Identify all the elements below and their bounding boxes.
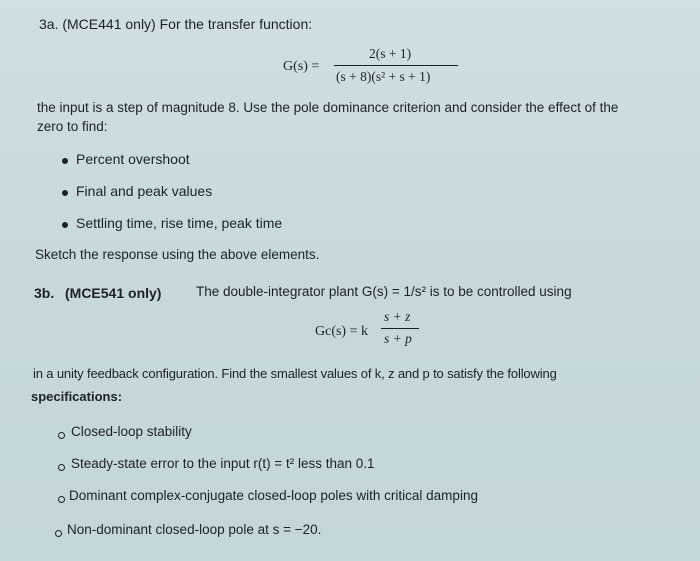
part-b-bullet-4: Non-dominant closed-loop pole at s = −20. (67, 522, 322, 537)
part-b-bullet-1: Closed-loop stability (71, 424, 192, 439)
circle-bullet-icon (55, 530, 62, 537)
part-b-intro: The double-integrator plant G(s) = 1/s² is to be controlled using (196, 284, 572, 299)
part-b-equation-numerator: s + z (384, 309, 411, 324)
part-b-fraction-bar (381, 328, 419, 329)
part-a-bullet-1: Percent overshoot (76, 151, 190, 167)
circle-bullet-icon (58, 432, 65, 439)
part-a-bullet-3: Settling time, rise time, peak time (76, 215, 283, 231)
part-b-body-line-1: in a unity feedback configuration. Find the smallest values of k, z and p to satisfy the following (33, 366, 557, 381)
part-a-equation-lhs: G(s) = (283, 59, 320, 74)
circle-bullet-icon (58, 464, 65, 471)
part-a-bullet-2: Final and peak values (76, 183, 213, 199)
part-b-equation-denominator: s + p (384, 331, 412, 346)
part-a-fraction-bar (334, 65, 458, 66)
part-a-equation-numerator: 2(s + 1) (369, 46, 412, 61)
part-b-body-line-2: specifications: (31, 389, 123, 404)
bullet-icon (62, 158, 68, 164)
part-a-body-line-2: zero to find: (37, 119, 108, 134)
bullet-icon (62, 222, 68, 228)
part-b-label: 3b. (34, 285, 55, 301)
part-b-tag: (MCE541 only) (65, 285, 162, 301)
part-b-equation-lhs: Gc(s) = k (315, 324, 368, 339)
part-a-equation-denominator: (s + 8)(s² + s + 1) (336, 69, 431, 84)
part-a-body-line-1: the input is a step of magnitude 8. Use the pole dominance criterion and consider the effect of the (37, 100, 619, 115)
part-a-closing: Sketch the response using the above elements. (35, 247, 320, 262)
part-b-bullet-2: Steady-state error to the input r(t) = t² less than 0.1 (71, 456, 375, 471)
part-b-bullet-3: Dominant complex-conjugate closed-loop poles with critical damping (69, 488, 478, 503)
part-a-heading: 3a. (MCE441 only) For the transfer function: (39, 16, 313, 32)
circle-bullet-icon (58, 496, 65, 503)
bullet-icon (62, 190, 68, 196)
